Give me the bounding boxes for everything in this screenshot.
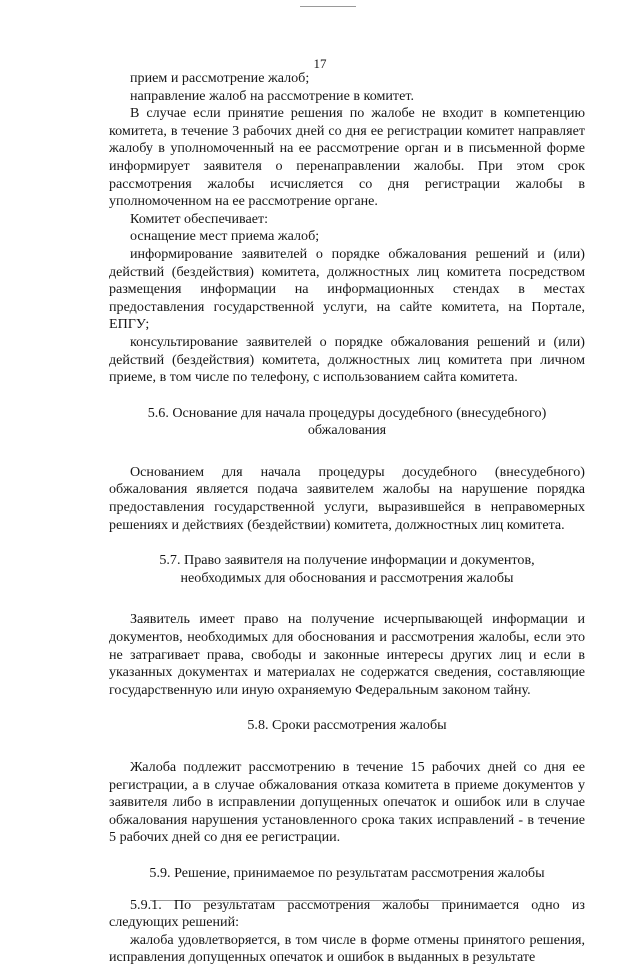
paragraph-equip-places: оснащение мест приема жалоб; — [130, 228, 320, 245]
document-body — [109, 70, 585, 967]
section-heading-5-8: 5.8. Сроки рассмотрения жалобы — [247, 717, 447, 734]
paragraph-redirect-complaint: В случае если принятие решения по жалобе не входит в компетенцию комитета, в течение 3 рабочих дней со дня ее регистрации комитет направляет жалобу в уполномоченный на ее рассмотрение орган и в письменной форме информирует заявителя о перенаправлении жалобы. При этом срок рассмотрения жалобы исчисляется со дня регистрации жалобы в уполномоченном на ее рассмотрение органе. — [109, 105, 585, 210]
section-heading-5-6: 5.6. Основание для начала процедуры досудебного (внесудебного) обжалования — [147, 404, 547, 439]
page-number: 17 — [313, 56, 327, 71]
section-5-7-paragraph: Заявитель имеет право на получение исчерпывающей информации и документов, необходимых для обоснования и рассмотрения жалобы, если это не затрагивает права, свободы и законные интересы других лиц и если в указанных документах и материалах не содержатся сведения, составляющие государственную или иную охраняемую Федеральным законом тайну. — [109, 611, 585, 698]
paragraph-consulting: консультирование заявителей о порядке обжалования решений и (или) действий (бездействия) комитета, должностных лиц комитета при личном приеме, в том числе по телефону, с использованием сайта комитета. — [109, 333, 585, 386]
section-heading-5-9: 5.9. Решение, принимаемое по результатам рассмотрения жалобы — [149, 864, 545, 881]
paragraph-forward-complaints: направление жалоб на рассмотрение в комитет. — [130, 87, 414, 104]
section-5-6-paragraph: Основанием для начала процедуры досудебного (внесудебного) обжалования является подача заявителем жалобы на нарушение порядка предоставления государственной услуги, выразившейся в неправомерных решениях и действиях (бездействии) комитета, должностных лиц комитета. — [109, 463, 585, 533]
paragraph-informing: информирование заявителей о порядке обжалования решений и (или) действий (бездействия) комитета, должностных лиц комитета посредством размещения информации на информационных стендах в местах предоставления государственной услуги, на сайте комитета, на Портале, ЕПГУ; — [109, 245, 585, 333]
section-5-9-paragraph-2: жалоба удовлетворяется, в том числе в форме отмены принятого решения, исправления допущенных опечаток и ошибок в выданных в результате — [109, 931, 585, 966]
section-5-9-paragraph-1: 5.9.1. По результатам рассмотрения жалобы принимается одно из следующих решений: — [109, 896, 585, 931]
section-heading-5-7: 5.7. Право заявителя на получение информации и документов, необходимых для обоснования и рассмотрения жалобы — [159, 552, 535, 586]
section-5-8-paragraph: Жалоба подлежит рассмотрению в течение 15 рабочих дней со дня ее регистрации, а в случае обжалования отказа комитета в приеме документов у заявителя либо в исправлении допущенных опечаток и ошибок или в случае обжалования нарушения установленного срока таких исправлений - в течение 5 рабочих дней со дня ее регистрации. — [109, 759, 585, 846]
paragraph-receive-complaints: прием и рассмотрение жалоб; — [130, 70, 310, 86]
scan-artifact-top — [300, 6, 356, 7]
paragraph-committee-ensures: Комитет обеспечивает: — [130, 210, 269, 227]
